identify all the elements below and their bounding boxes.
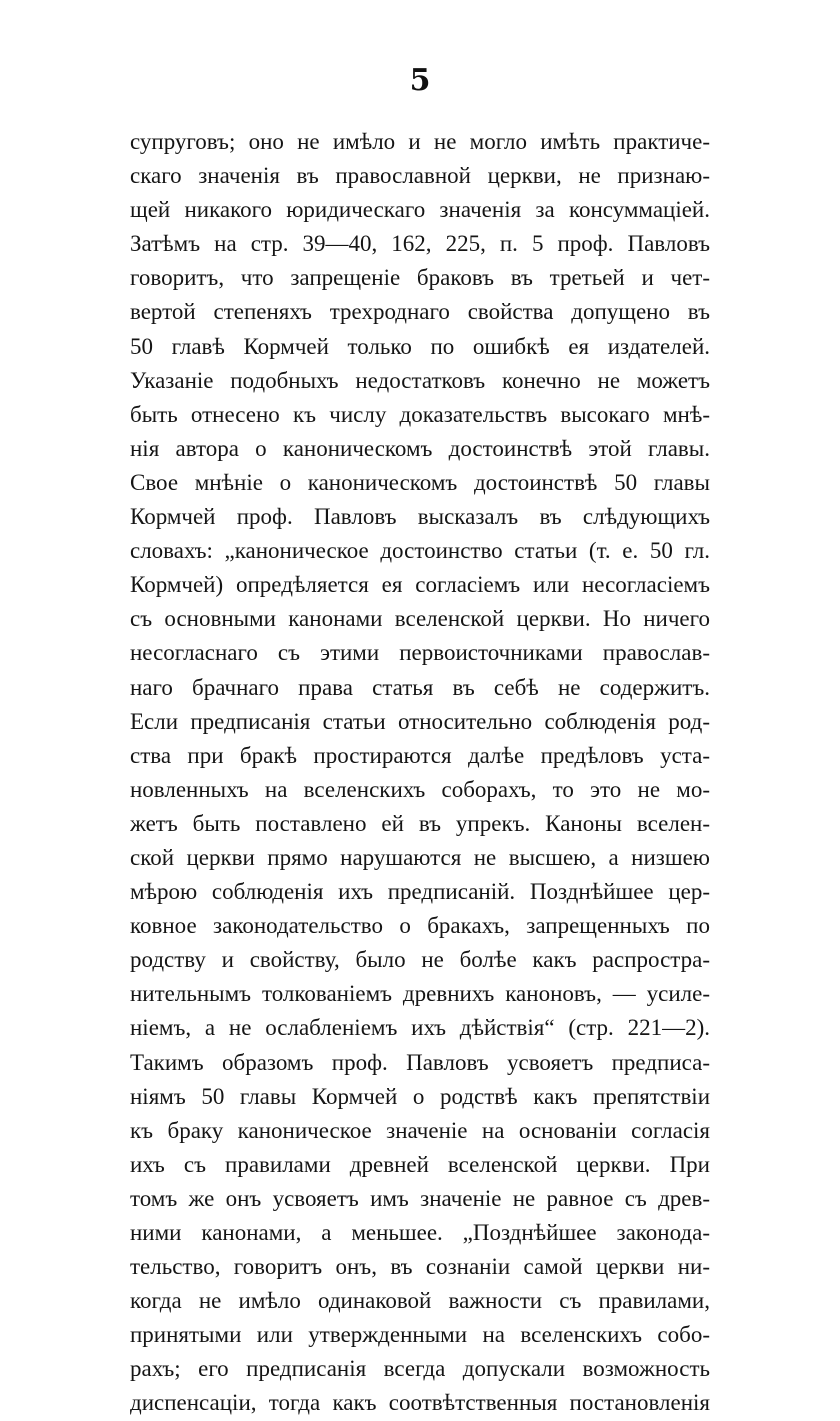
text-line: 50 главѣ Кормчей только по ошибкѣ ея издателей.: [130, 333, 710, 359]
text-line: несогласнаго съ этими первоисточниками православ-: [130, 640, 710, 666]
text-line: щей никакого юридическаго значенія за консуммаціей.: [130, 197, 710, 223]
text-line: къ браку каноническое значеніе на основаніи согласія: [130, 1117, 710, 1143]
text-line: нія автора о каноническомъ достоинствѣ этой главы.: [130, 435, 710, 461]
text-line: наго брачнаго права статья въ себѣ не содержитъ.: [130, 674, 710, 700]
text-line: рахъ; его предписанія всегда допускали возможность: [130, 1356, 710, 1382]
text-line: супруговъ; оно не имѣло и не могло имѣть практиче-: [130, 129, 710, 154]
text-line: Свое мнѣніе о каноническомъ достоинствѣ 50 главы: [130, 469, 710, 495]
text-line: ніямъ 50 главы Кормчей о родствѣ какъ препятствіи: [130, 1083, 710, 1109]
text-line: Если предписанія статьи относительно соблюденія род-: [130, 708, 710, 734]
text-line: жетъ быть поставлено ей въ упрекъ. Каноны вселен-: [130, 810, 710, 836]
text-line: Указаніе подобныхъ недостатковъ конечно не можетъ: [130, 367, 710, 393]
text-line: скаго значенія въ православной церкви, не признаю-: [130, 163, 710, 189]
text-line: ства при бракѣ простираются далѣе предѣловъ уста-: [130, 742, 710, 768]
text-line: ніемъ, а не ослабленіемъ ихъ дѣйствія“ (стр. 221—2).: [130, 1015, 710, 1041]
text-line: принятыми или утвержденными на вселенскихъ собо-: [130, 1322, 710, 1348]
text-line: томъ же онъ усвояетъ имъ значеніе не равное съ древ-: [130, 1185, 710, 1211]
text-line: диспенсаціи, тогда какъ соотвѣтственныя постановленія: [130, 1390, 710, 1416]
text-line: говоритъ, что запрещеніе браковъ въ третьей и чет-: [130, 265, 710, 291]
text-line: съ основными канонами вселенской церкви. Но ничего: [130, 606, 710, 632]
text-line: Кормчей) опредѣляется ея согласіемъ или несогласіемъ: [130, 572, 710, 598]
text-line: ихъ съ правилами древней вселенской церкви. При: [130, 1151, 710, 1177]
text-line: родству и свойству, было не болѣе какъ распростра-: [130, 947, 710, 973]
text-line: когда не имѣло одинаковой важности съ правилами,: [130, 1288, 710, 1314]
text-line: Такимъ образомъ проф. Павловъ усвояетъ предписа-: [130, 1049, 710, 1075]
body-text: [130, 125, 710, 1421]
page-number: 5: [409, 63, 431, 98]
text-line: Затѣмъ на стр. 39—40, 162, 225, п. 5 проф. Павловъ: [130, 231, 710, 257]
text-line: мѣрою соблюденія ихъ предписаній. Позднѣйшее цер-: [130, 879, 710, 905]
text-line: тельство, говоритъ онъ, въ сознаніи самой церкви ни-: [130, 1254, 710, 1280]
text-line: ской церкви прямо нарушаются не высшею, а низшею: [130, 844, 710, 870]
text-line: быть отнесено къ числу доказательствъ высокаго мнѣ-: [130, 401, 710, 427]
text-line: ковное законодательство о бракахъ, запрещенныхъ по: [130, 913, 710, 939]
text-line: Кормчей проф. Павловъ высказалъ въ слѣдующихъ: [130, 504, 710, 530]
text-line: ними канонами, а меньшее. „Позднѣйшее законода-: [130, 1220, 710, 1245]
text-line: новленныхъ на вселенскихъ соборахъ, то это не мо-: [130, 776, 710, 802]
text-line: словахъ: „каноническое достоинство статьи (т. е. 50 гл.: [130, 538, 710, 564]
text-line: нительнымъ толкованіемъ древнихъ каноновъ, — усиле-: [130, 981, 710, 1007]
text-line: вертой степеняхъ трехроднаго свойства допущено въ: [130, 299, 710, 325]
